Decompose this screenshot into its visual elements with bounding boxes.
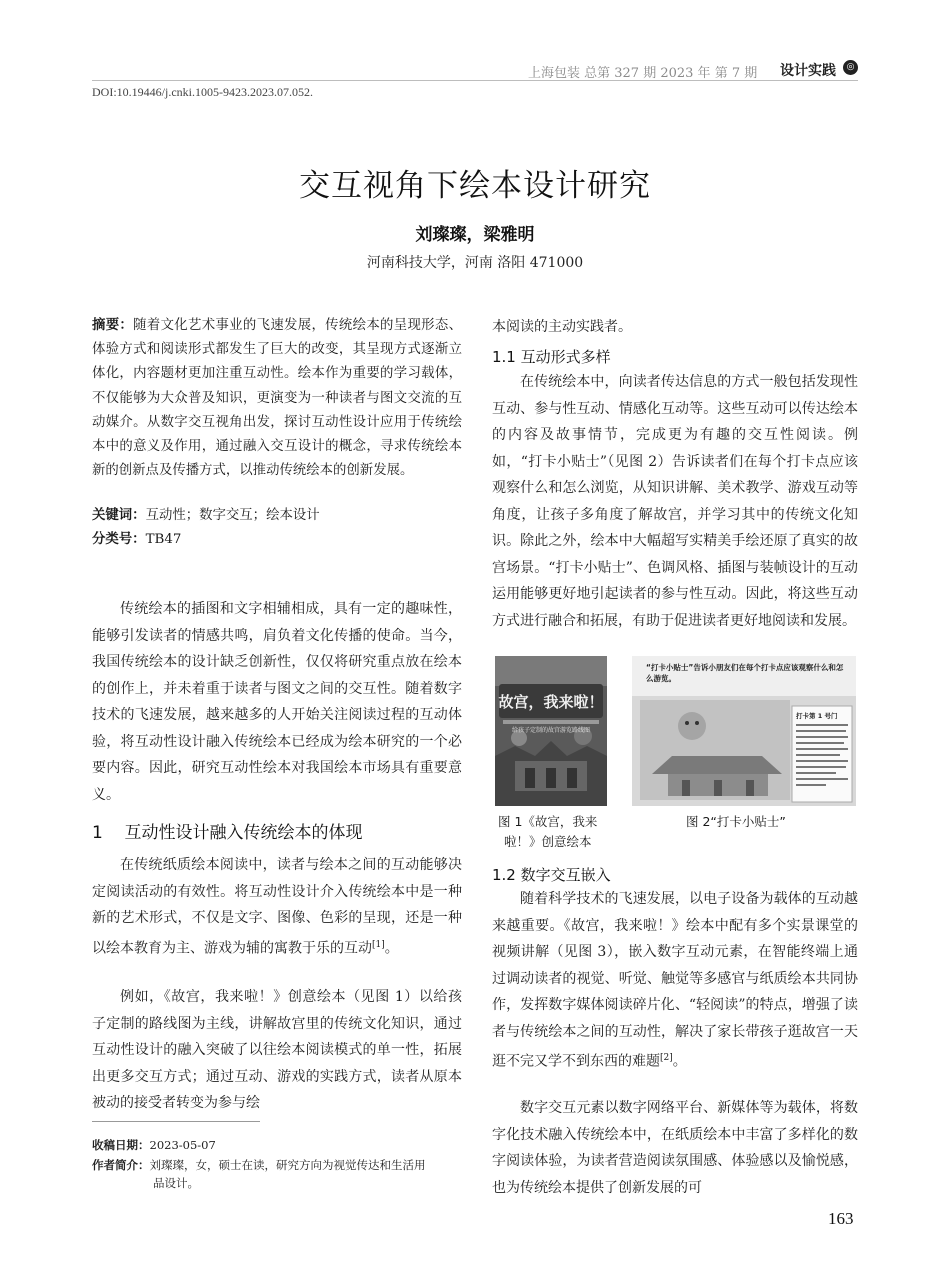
figure-1-cover-title: 故宫，我来啦！ <box>498 693 604 711</box>
section-label: 设计实践 <box>780 63 836 79</box>
classification <box>92 529 462 551</box>
journal-info: 上海包装 总第 327 期 2023 年 第 7 期 <box>528 66 758 81</box>
figure-2-box-title: 打卡第 1 号门 <box>796 712 838 720</box>
figure-1-caption <box>498 812 616 852</box>
author-bio-line-2: 品设计。 <box>153 1176 199 1190</box>
authors: 刘璨璨，梁雅明 <box>415 225 535 245</box>
continued-text: 本阅读的主动实践者。 <box>492 319 632 335</box>
figure-1-caption-line-1: 图 1《故宫，我来 <box>498 814 598 829</box>
subsection-1-1-heading: 1.1 互动形式多样 <box>492 348 611 366</box>
section-1-paragraph-1 <box>92 852 462 962</box>
keywords <box>92 505 462 527</box>
intro-paragraph: 传统绘本的插图和文字相辅相成，具有一定的趣味性，能够引发读者的情感共鸣，肩负着文化传播的使命。当今，我国传统绘本的设计缺乏创新性，仅仅将研究重点放在绘本的创作上，并未着重于读者与图文之间的交互性。随着数字技术的飞速发展，越来越多的人开始关注阅读过程的互动体验，将互动性设计融入传统绘本已经成为绘本研究的一个必要内容。因此，研究互动性绘本对我国绘本市场具有重要意义。 <box>92 601 462 803</box>
sub2-p1-text: 随着科学技术的飞速发展，以电子设备为载体的互动越来越重要。《故宫，我来啦！》绘本中配有多个实景课堂的视频讲解（见图 3），嵌入数字互动元素，在智能终端上通过调动读者的视觉、听觉、触觉等多感官与纸质绘本共同协作，发挥数字媒体阅读碎片化、“轻阅读”的特点，增强了读者与传统绘本之间的互动性，解决了家长带孩子逛故宫一天逛不完又学不到东西的难题 <box>492 891 858 1070</box>
figure-2-caption: 图 2“打卡小贴士” <box>686 814 786 829</box>
figure-1-cover-subtitle: 给孩子定制的故宫游览路线图 <box>511 727 591 734</box>
received-value: 2023-05-07 <box>149 1138 216 1152</box>
section-1-heading <box>92 818 462 843</box>
subsection-1-2-paragraph-2: 数字交互元素以数字网络平台、新媒体等为载体，将数字化技术融入传统绘本中，在纸质绘本中丰富了多样化的数字阅读体验，为读者营造阅读氛围感、体验感以及愉悦感，也为传统绘本提供了创新发展的可 <box>492 1100 858 1196</box>
citation-1: [1] <box>372 939 385 950</box>
class-label: 分类号： <box>92 532 146 547</box>
affiliation: 河南科技大学，河南 洛阳 471000 <box>366 255 584 271</box>
paper-title: 交互视角下绘本设计研究 <box>299 168 651 204</box>
header-divider <box>92 80 858 81</box>
figure-1-caption-line-2: 啦！》创意绘本 <box>504 834 592 849</box>
subsection-1-2-paragraph-1 <box>492 886 858 1075</box>
author-bio <box>92 1157 462 1174</box>
doi: DOI:10.19446/j.cnki.1005-9423.2023.07.052. <box>92 85 313 99</box>
page-number: 163 <box>828 1209 854 1228</box>
abstract <box>92 314 462 483</box>
class-no: TB47 <box>145 532 182 547</box>
figure-2-banner-text: “打卡小贴士”告诉小朋友们在每个打卡点应该观察什么和怎么游览。 <box>646 663 844 683</box>
footnote-divider <box>92 1121 260 1122</box>
p1-end: 。 <box>384 940 399 957</box>
figure-1-image <box>495 656 607 806</box>
abstract-label: 摘要： <box>92 318 134 333</box>
citation-2: [2] <box>660 1053 673 1063</box>
keywords-label: 关键词： <box>92 508 146 523</box>
section-1-number: 1 <box>92 823 103 843</box>
figure-2-image <box>632 656 856 806</box>
p1-text: 在传统纸质绘本阅读中，读者与绘本之间的互动能够决定阅读活动的有效性。将互动性设计介入传统绘本中是一种新的艺术形式，不仅是文字、图像、色彩的呈现，还是一种以绘本教育为主、游戏为辅的寓教于乐的互动 <box>92 857 462 957</box>
abstract-text: 随着文化艺术事业的飞速发展，传统绘本的呈现形态、体验方式和阅读形式都发生了巨大的改变，其呈现方式逐渐立体化，内容题材更加注重互动性。绘本作为重要的学习载体，不仅能够为大众普及知识，更演变为一种读者与图文交流的互动媒介。从数字交互视角出发，探讨互动性设计应用于传统绘本中的意义及作用，通过融入交互设计的概念，寻求传统绘本新的创新点及传播方式，以推动传统绘本的创新发展。 <box>92 318 463 479</box>
circle-emblem-icon: ◎ <box>843 60 858 75</box>
subsection-1-2-heading: 1.2 数字交互嵌入 <box>492 866 611 884</box>
section-1-title: 互动性设计融入传统绘本的体现 <box>124 823 363 843</box>
sub2-p1-end: 。 <box>672 1053 687 1070</box>
section-1-paragraph-2: 例如，《故宫，我来啦！》创意绘本（见图 1）以给孩子定制的路线图为主线，讲解故宫里的传统文化知识，通过互动性设计的融入突破了以往绘本阅读模式的单一性，拓展出更多交互方式；通过互动、游戏的实践方式，读者从原本被动的接受者转变为参与绘 <box>92 989 462 1111</box>
author-bio-label: 作者简介： <box>92 1158 150 1172</box>
keywords-text: 互动性；数字交互；绘本设计 <box>145 508 320 523</box>
subsection-1-1-paragraph: 在传统绘本中，向读者传达信息的方式一般包括发现性互动、参与性互动、情感化互动等。这些互动可以传达绘本的内容及故事情节，完成更为有趣的交互性阅读。例如，“打卡小贴士”（见图 2）告诉读者们在每个打卡点应该观察什么和怎么浏览，从知识讲解、美术教学、游戏互动等角度，让孩子多角度了解故宫，并学习其中的传统文化知识。除此之外，绘本中大幅超写实精美手绘还原了真实的故宫场景。“打卡小贴士”、色调风格、插图与装帧设计的互动运用能够更好地引起读者的参与性互动。因此，将这些互动方式进行融合和拓展，有助于促进读者更好地阅读和发展。 <box>492 374 858 629</box>
received-date <box>92 1137 462 1154</box>
received-label: 收稿日期： <box>92 1138 150 1152</box>
author-bio-line-1: 刘璨璨，女，硕士在读，研究方向为视觉传达和生活用 <box>149 1158 426 1172</box>
